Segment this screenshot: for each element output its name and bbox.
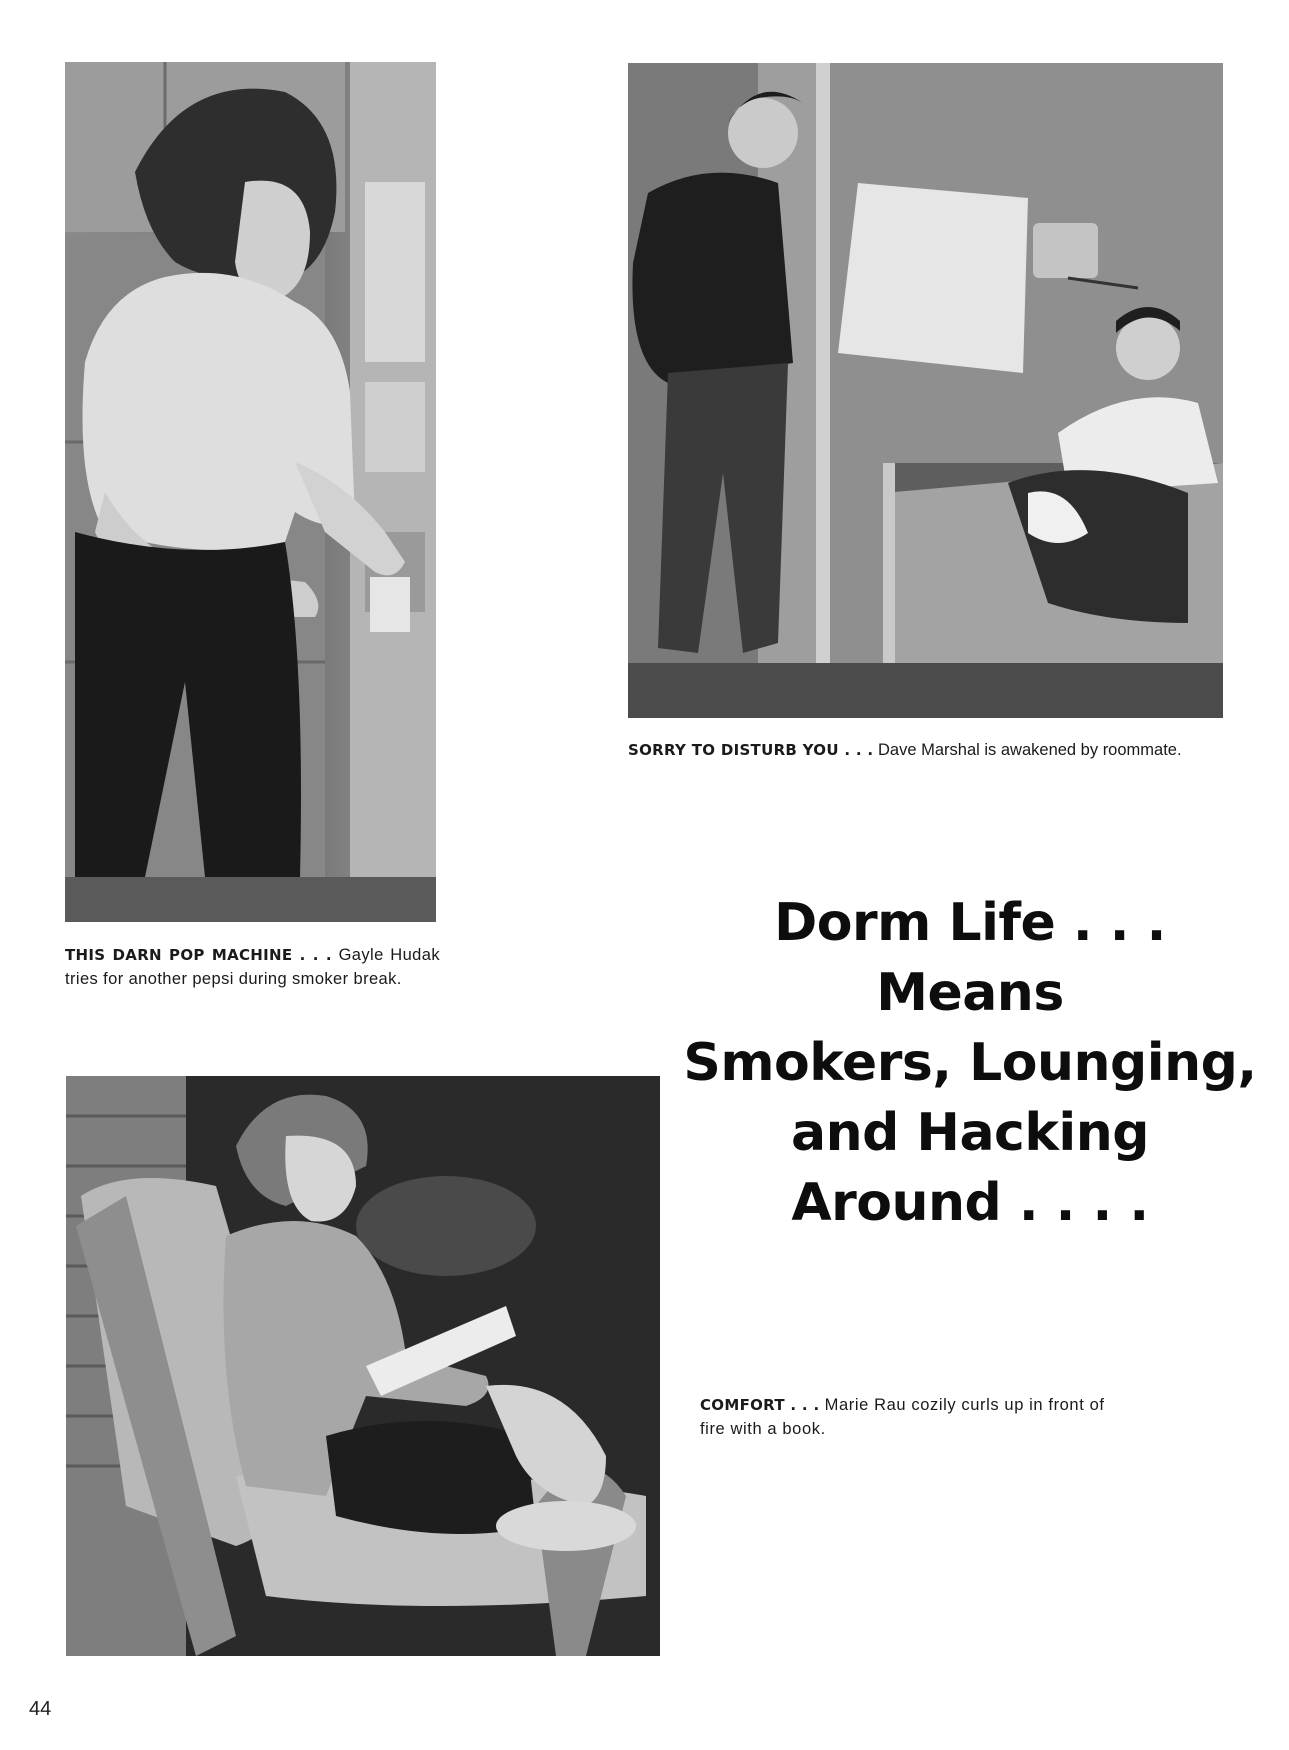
caption-pop-machine [65,943,440,991]
caption-dorm-room-text: Dave Marshal is awakened by roommate. [878,741,1182,759]
pop-machine-illustration [65,62,436,922]
headline-line-1: Dorm Life . . . [774,893,1166,953]
photo-comfort [66,1076,660,1656]
comfort-illustration [66,1076,660,1656]
photo-dorm-room [628,63,1223,718]
dorm-room-illustration [628,63,1223,718]
caption-pop-machine-text: Gayle Hudak tries for another pepsi during smoker break. [65,946,440,988]
caption-dorm-room-lead: SORRY TO DISTURB YOU . . . [628,741,874,759]
headline-line-5: Around . . . . [791,1173,1149,1233]
caption-dorm-room [628,738,1228,762]
photo-pop-machine [65,62,436,922]
headline-line-3: Smokers, Lounging, [683,1033,1257,1093]
caption-pop-machine-lead: THIS DARN POP MACHINE . . . [65,946,332,964]
headline-line-4: and Hacking [790,1103,1150,1163]
caption-comfort-lead: COMFORT . . . [700,1396,820,1414]
page-headline [675,888,1265,1238]
caption-comfort-text: Marie Rau cozily curls up in front of fire with a book. [700,1396,1105,1438]
caption-comfort [700,1393,1120,1441]
page-number: 44 [29,1698,52,1720]
headline-line-2: Means [876,963,1064,1023]
